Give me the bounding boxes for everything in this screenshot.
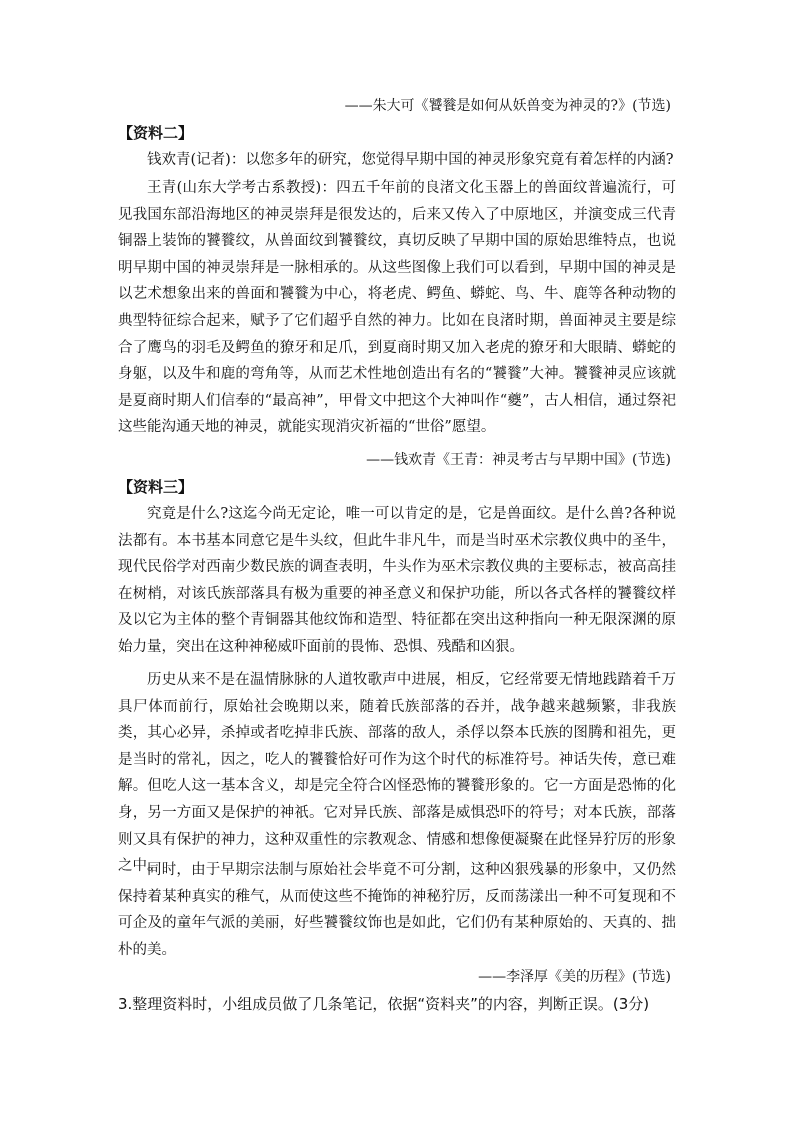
material-3-heading: 【资料三】	[118, 478, 194, 496]
material-2-paragraph-1: 钱欢青(记者)：以您多年的研究，您觉得早期中国的神灵形象究竟有着怎样的内涵?	[147, 152, 674, 168]
material-3-paragraph-2: 历史从来不是在温情脉脉的人道牧歌声中进展，相反，它经常要无情地践踏着千万具尸体而前行，原始社会晚期以来，随着氏族部落的吞并，战争越来越频繁，非我族类，其心必异，杀掉或者吃掉非氏族、部落的敌人，杀俘以祭本氏族的图腾和祖先，更是当时的常礼，因之，吃人的饕餮恰好可作为这个时代的标准符号。神话失传，意已难解。但吃人这一基本含义，却是完全符合凶怪恐怖的饕餮形象的。它一方面是恐怖的化身，另一方面又是保护的神祇。它对异氏族、部落是威惧恐吓的符号；对本氏族，部落则又具有保护的神力，这种双重性的宗教观念、情感和想像便凝聚在此怪异狞厉的形象之中。	[118, 672, 676, 875]
material-3-paragraph-3: 同时，由于早期宗法制与原始社会毕竟不可分割，这种凶狠残暴的形象中，又仍然保持着某种真实的稚气，从而使这些不掩饰的神秘狞厉，反而荡漾出一种不可复现和不可企及的童年气派的美丽，好些饕餮纹饰也是如此，它们仍有某种原始的、天真的、拙朴的美。	[118, 862, 676, 958]
material-2-heading: 【资料二】	[118, 124, 194, 142]
source-citation-1: ——朱大可《饕餮是如何从妖兽变为神灵的?》(节选)	[344, 98, 671, 114]
material-2-paragraph-2: 王青(山东大学考古系教授)：四五千年前的良渚文化玉器上的兽面纹普遍流行，可见我国东部沿海地区的神灵崇拜是很发达的，后来又传入了中原地区，并演变成三代青铜器上装饰的饕餮纹，从兽面纹到饕餮纹，真切反映了早期中国的原始思维特点，也说明早期中国的神灵崇拜是一脉相承的。从这些图像上我们可以看到，早期中国的神灵是以艺术想象出来的兽面和饕餮为中心，将老虎、鳄鱼、蟒蛇、鸟、牛、鹿等各种动物的典型特征综合起来，赋予了它们超乎自然的神力。比如在良渚时期，兽面神灵主要是综合了鹰鸟的羽毛及鳄鱼的獠牙和足爪，到夏商时期又加入老虎的獠牙和大眼睛、蟒蛇的身躯，以及牛和鹿的弯角等，从而艺术性地创造出有名的“饕餮”大神。饕餮神灵应该就是夏商时期人们信奉的“最高神”，甲骨文中把这个大神叫作“夔”，古人相信，通过祭祀这些能沟通天地的神灵，就能实现消灾祈福的“世俗”愿望。	[118, 180, 676, 436]
source-citation-3: ——李泽厚《美的历程》(节选)	[478, 969, 671, 985]
question-3: 3.整理资料时，小组成员做了几条笔记，依据“资料夹”的内容，判断正误。(3分)	[118, 995, 650, 1013]
material-3-paragraph-1: 究竟是什么?这迄今尚无定论，唯一可以肯定的是，它是兽面纹。是什么兽?各种说法都有。本书基本同意它是牛头纹，但此牛非凡牛，而是当时巫术宗教仪典中的圣牛，现代民俗学对西南少数民族的调查表明，牛头作为巫术宗教仪典的主要标志，被高高挂在树梢，对该氏族部落具有极为重要的神圣意义和保护功能，所以各式各样的饕餮纹样及以它为主体的整个青铜器其他纹饰和造型、特征都在突出这种指向一种无限深渊的原始力量，突出在这种神秘威吓面前的畏怖、恐惧、残酷和凶狠。	[118, 506, 676, 655]
source-citation-2: ——钱欢青《王青：神灵考古与早期中国》(节选)	[366, 452, 671, 468]
